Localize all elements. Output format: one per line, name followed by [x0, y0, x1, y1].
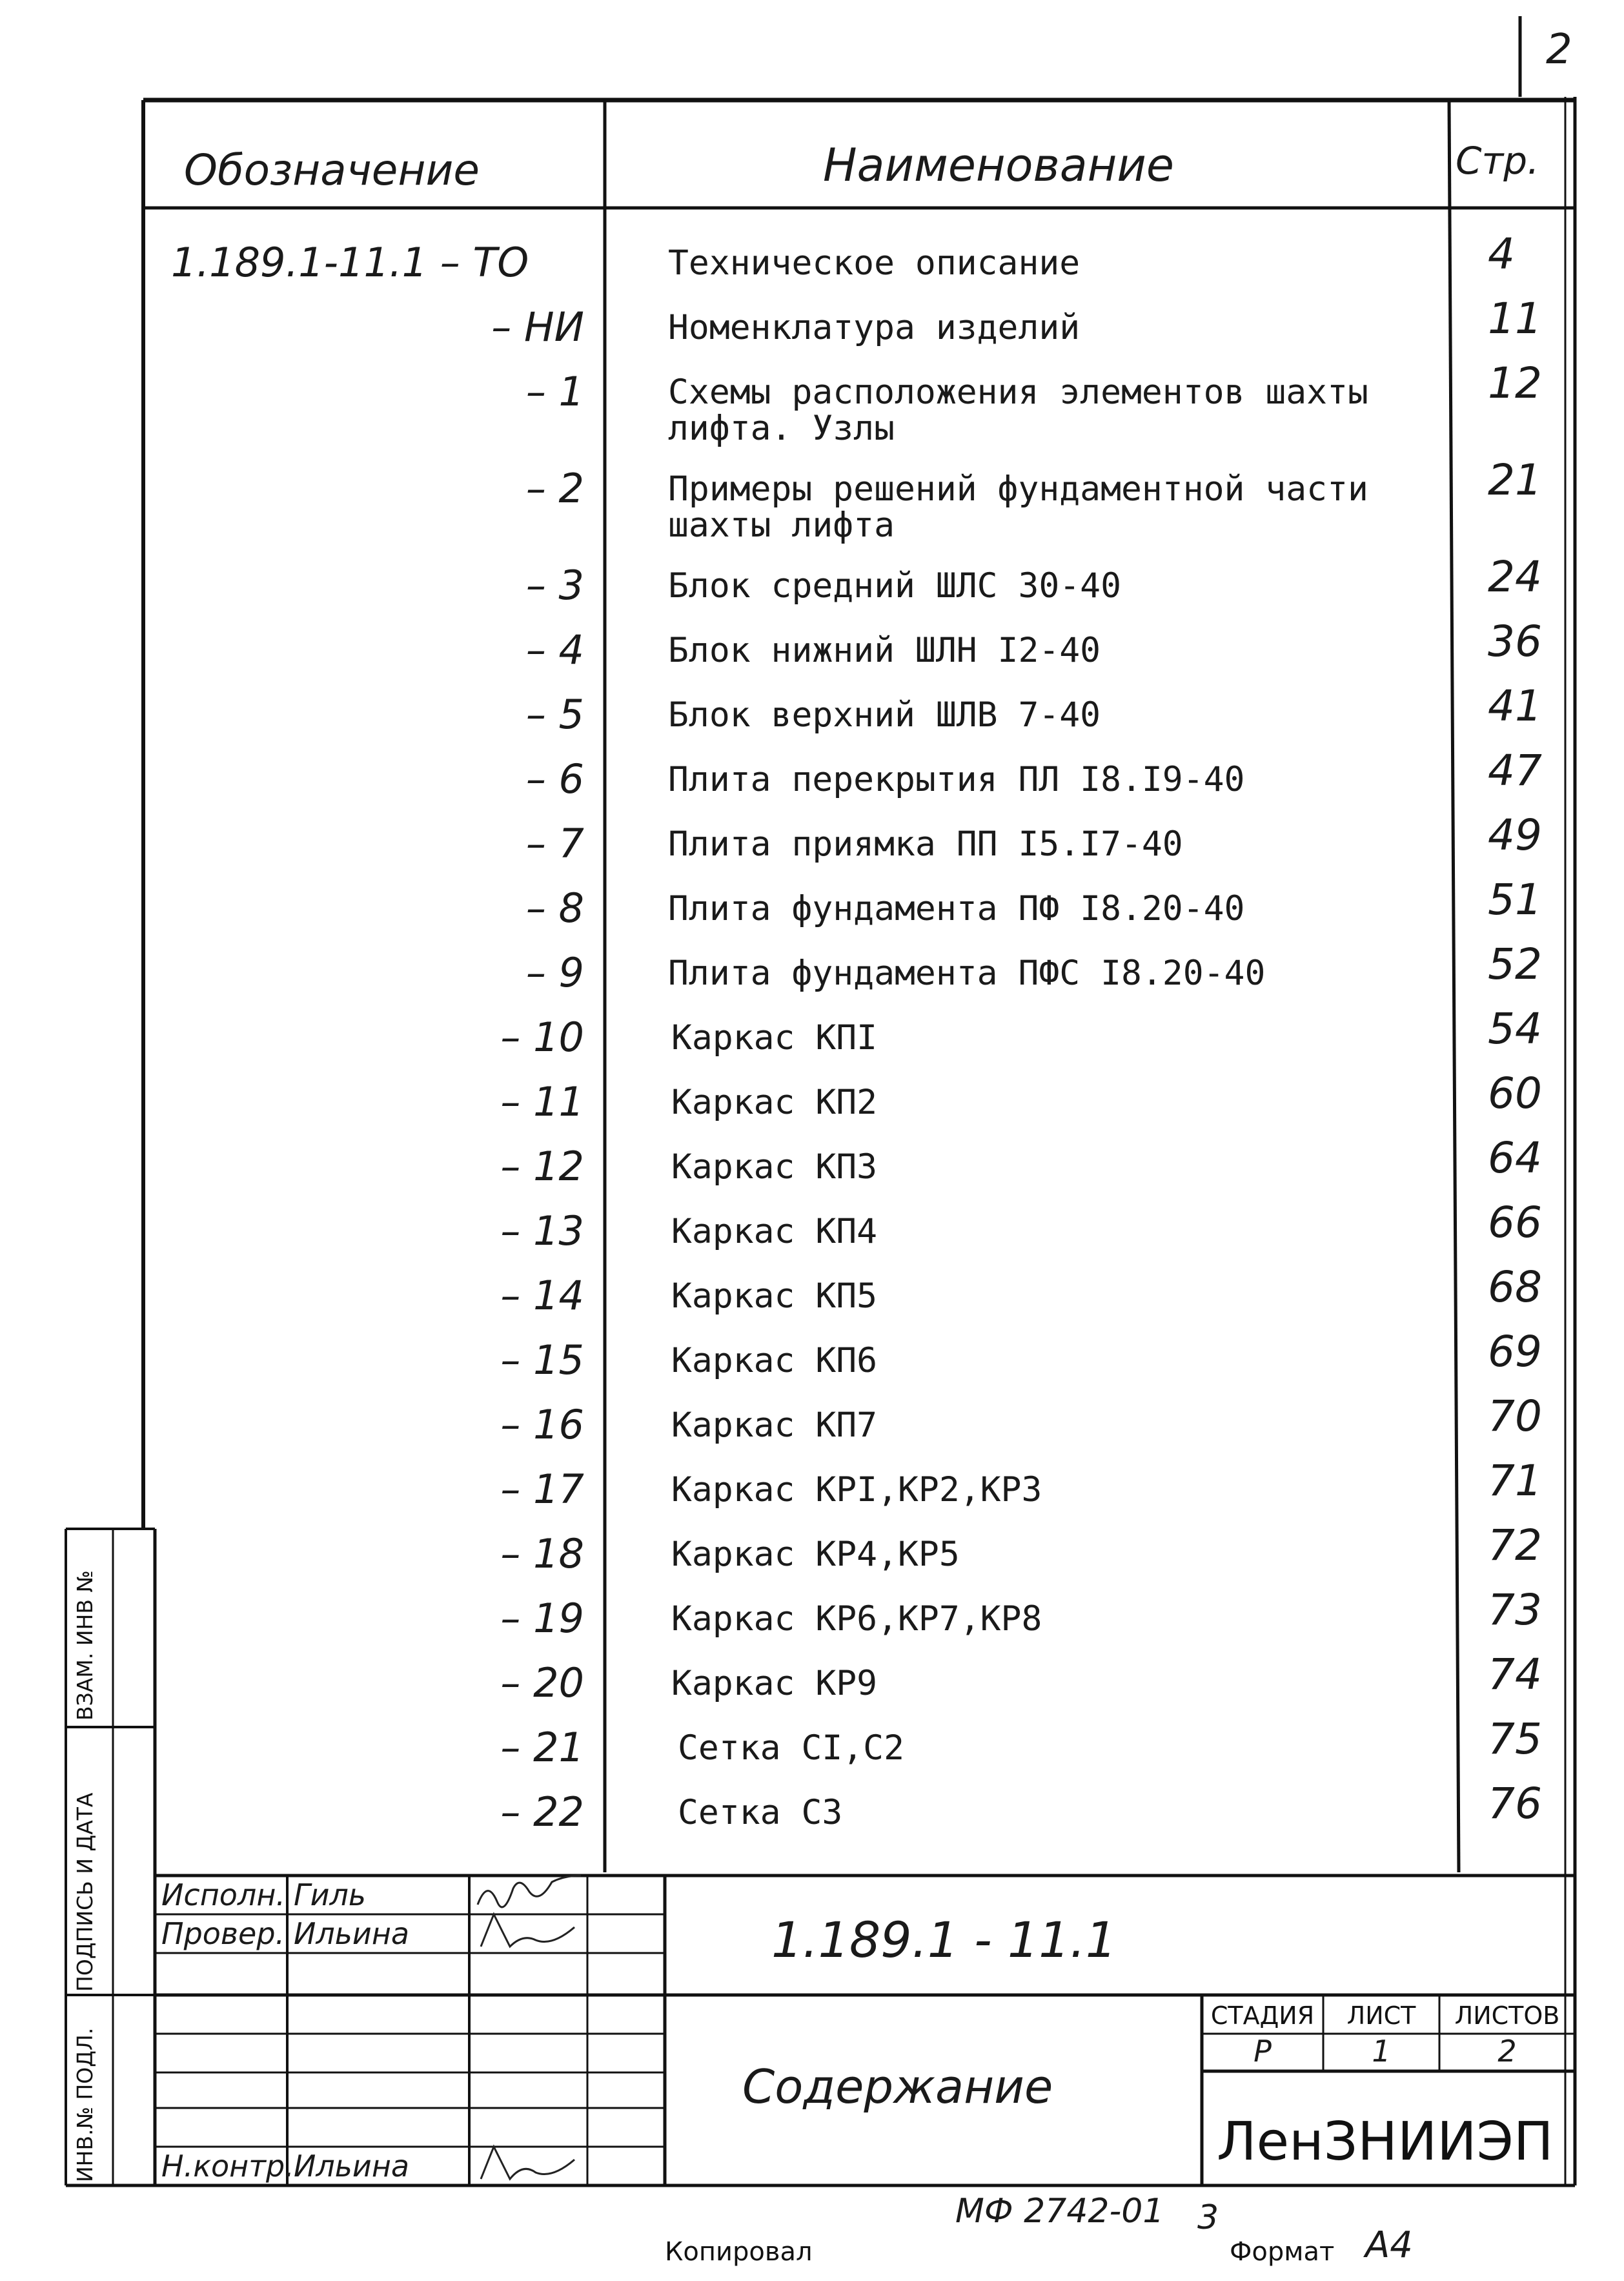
row-designation: – 22 — [500, 1788, 584, 1836]
row-name: Каркас КР9 — [671, 1664, 878, 1703]
signature-norm-control — [481, 2147, 574, 2179]
row-designation: – 8 — [525, 885, 584, 932]
row-name: Каркас КР4,КР5 — [671, 1535, 960, 1574]
row-designation: – 3 — [525, 562, 584, 609]
name-checker: Ильина — [294, 1916, 410, 1951]
row-name: Номенклатура изделий — [668, 308, 1081, 347]
row-name: Каркас КР6,КР7,КР8 — [671, 1599, 1042, 1639]
row-page: 73 — [1488, 1585, 1542, 1635]
document-code: 1.189.1 - 11.1 — [771, 1911, 1117, 1969]
side-label-inv: ИНВ.№ ПОДЛ. — [72, 2027, 97, 2182]
row-page: 76 — [1488, 1779, 1542, 1828]
row-designation: – 12 — [500, 1143, 584, 1190]
row-name: Блок средний ШЛС 30-40 — [668, 566, 1121, 606]
row-page: 49 — [1488, 810, 1542, 860]
stage-label: СТАДИЯ — [1210, 2001, 1315, 2030]
sheets-value: 2 — [1497, 2034, 1517, 2069]
row-name: Каркас КП2 — [671, 1083, 878, 1122]
row-designation: – 2 — [525, 465, 584, 512]
row-designation: – 14 — [500, 1272, 584, 1319]
header-designation: Обозначение — [184, 145, 480, 195]
row-name: Примеры решений фундаментной части шахты лифта — [668, 469, 1368, 545]
side-label-vzam: ВЗАМ. ИНВ № — [72, 1570, 97, 1721]
role-norm-control: Н.контр. — [161, 2149, 294, 2184]
footer-format-value: А4 — [1365, 2224, 1413, 2266]
header-name: Наименование — [823, 139, 1174, 192]
row-designation: – 16 — [500, 1401, 584, 1448]
row-page: 54 — [1488, 1004, 1542, 1054]
footer-copied: Копировал — [665, 2237, 813, 2267]
row-page: 64 — [1488, 1133, 1542, 1183]
name-norm-control: Ильина — [294, 2149, 410, 2184]
footer-code: МФ 2742-01 — [955, 2192, 1164, 2231]
document-title: Содержание — [742, 2060, 1053, 2114]
header-page: Стр. — [1456, 139, 1539, 183]
row-designation: – 1 — [525, 368, 584, 415]
row-designation: – 6 — [525, 755, 584, 803]
row-name: Блок верхний ШЛВ 7-40 — [668, 695, 1101, 735]
row-designation: – 13 — [500, 1207, 584, 1254]
row-name: Плита перекрытия ПЛ I8.I9-40 — [668, 760, 1245, 799]
row-page: 12 — [1488, 358, 1542, 408]
sheet-value: 1 — [1372, 2034, 1391, 2069]
sheets-label: ЛИСТОВ — [1454, 2001, 1560, 2030]
row-name: Плита фундамента ПФ I8.20-40 — [668, 889, 1245, 928]
row-page: 71 — [1488, 1456, 1542, 1506]
row-designation: – 7 — [525, 820, 584, 867]
row-name: Техническое описание — [668, 243, 1081, 283]
role-executor: Исполн. — [161, 1877, 286, 1912]
row-designation: – 10 — [500, 1014, 584, 1061]
row-page: 21 — [1488, 455, 1542, 505]
row-name: Блок нижний ШЛН I2-40 — [668, 631, 1101, 670]
page-number: 2 — [1546, 26, 1572, 74]
row-page: 51 — [1488, 875, 1542, 925]
row-name: Плита фундамента ПФС I8.20-40 — [668, 954, 1266, 993]
row-name: Схемы расположения элементов шахты лифта. Узлы — [668, 373, 1368, 448]
role-checker: Провер. — [161, 1916, 285, 1951]
row-page: 36 — [1488, 617, 1542, 666]
row-page: 68 — [1488, 1262, 1542, 1312]
row-name: Каркас КП7 — [671, 1406, 878, 1445]
signature-executor — [478, 1876, 581, 1907]
row-page: 75 — [1488, 1714, 1542, 1764]
row-page: 60 — [1488, 1069, 1542, 1118]
row-designation: – 15 — [500, 1336, 584, 1384]
signature-checker — [481, 1914, 574, 1947]
row-designation: – 20 — [500, 1659, 584, 1706]
row-designation: – 4 — [525, 626, 584, 673]
row-name: Каркас КП4 — [671, 1212, 878, 1251]
row-designation: – НИ — [491, 303, 584, 351]
row-page: 70 — [1488, 1391, 1542, 1441]
footer-format-label: Формат — [1230, 2237, 1335, 2267]
row-designation: – 11 — [500, 1078, 584, 1125]
row-name: Каркас КП5 — [671, 1276, 878, 1316]
side-label-podpis: ПОДПИСЬ И ДАТА — [72, 1792, 97, 1992]
row-page: 47 — [1488, 746, 1542, 795]
row-name: Каркас КРI,КР2,КР3 — [671, 1470, 1042, 1509]
row-page: 74 — [1488, 1650, 1542, 1699]
row-designation: – 17 — [500, 1466, 584, 1513]
row-page: 11 — [1488, 294, 1542, 343]
row-page: 69 — [1488, 1327, 1542, 1376]
row-name: Каркас КПI — [671, 1018, 878, 1058]
row-designation: – 5 — [525, 691, 584, 738]
name-executor: Гиль — [294, 1877, 367, 1912]
footer-number: 3 — [1197, 2198, 1219, 2237]
row-name: Каркас КП3 — [671, 1147, 878, 1187]
row-designation: – 18 — [500, 1530, 584, 1577]
row-page: 24 — [1488, 552, 1542, 602]
row-page: 41 — [1488, 681, 1542, 731]
row-designation: – 9 — [525, 949, 584, 996]
row-page: 66 — [1488, 1198, 1542, 1247]
row-page: 52 — [1488, 939, 1542, 989]
row-name: Сетка СI,С2 — [678, 1728, 904, 1768]
row-name: Сетка С3 — [678, 1793, 843, 1832]
row-designation: 1.189.1-11.1 – ТО — [171, 239, 529, 286]
row-designation: – 21 — [500, 1724, 584, 1771]
row-name: Плита приямка ПП I5.I7-40 — [668, 824, 1183, 864]
stage-value: Р — [1254, 2034, 1272, 2069]
row-name: Каркас КП6 — [671, 1341, 878, 1380]
sheet-label: ЛИСТ — [1346, 2001, 1416, 2030]
row-page: 72 — [1488, 1520, 1542, 1570]
row-designation: – 19 — [500, 1595, 584, 1642]
organization-name: ЛенЗНИИЭП — [1217, 2111, 1554, 2173]
row-page: 4 — [1488, 229, 1515, 279]
